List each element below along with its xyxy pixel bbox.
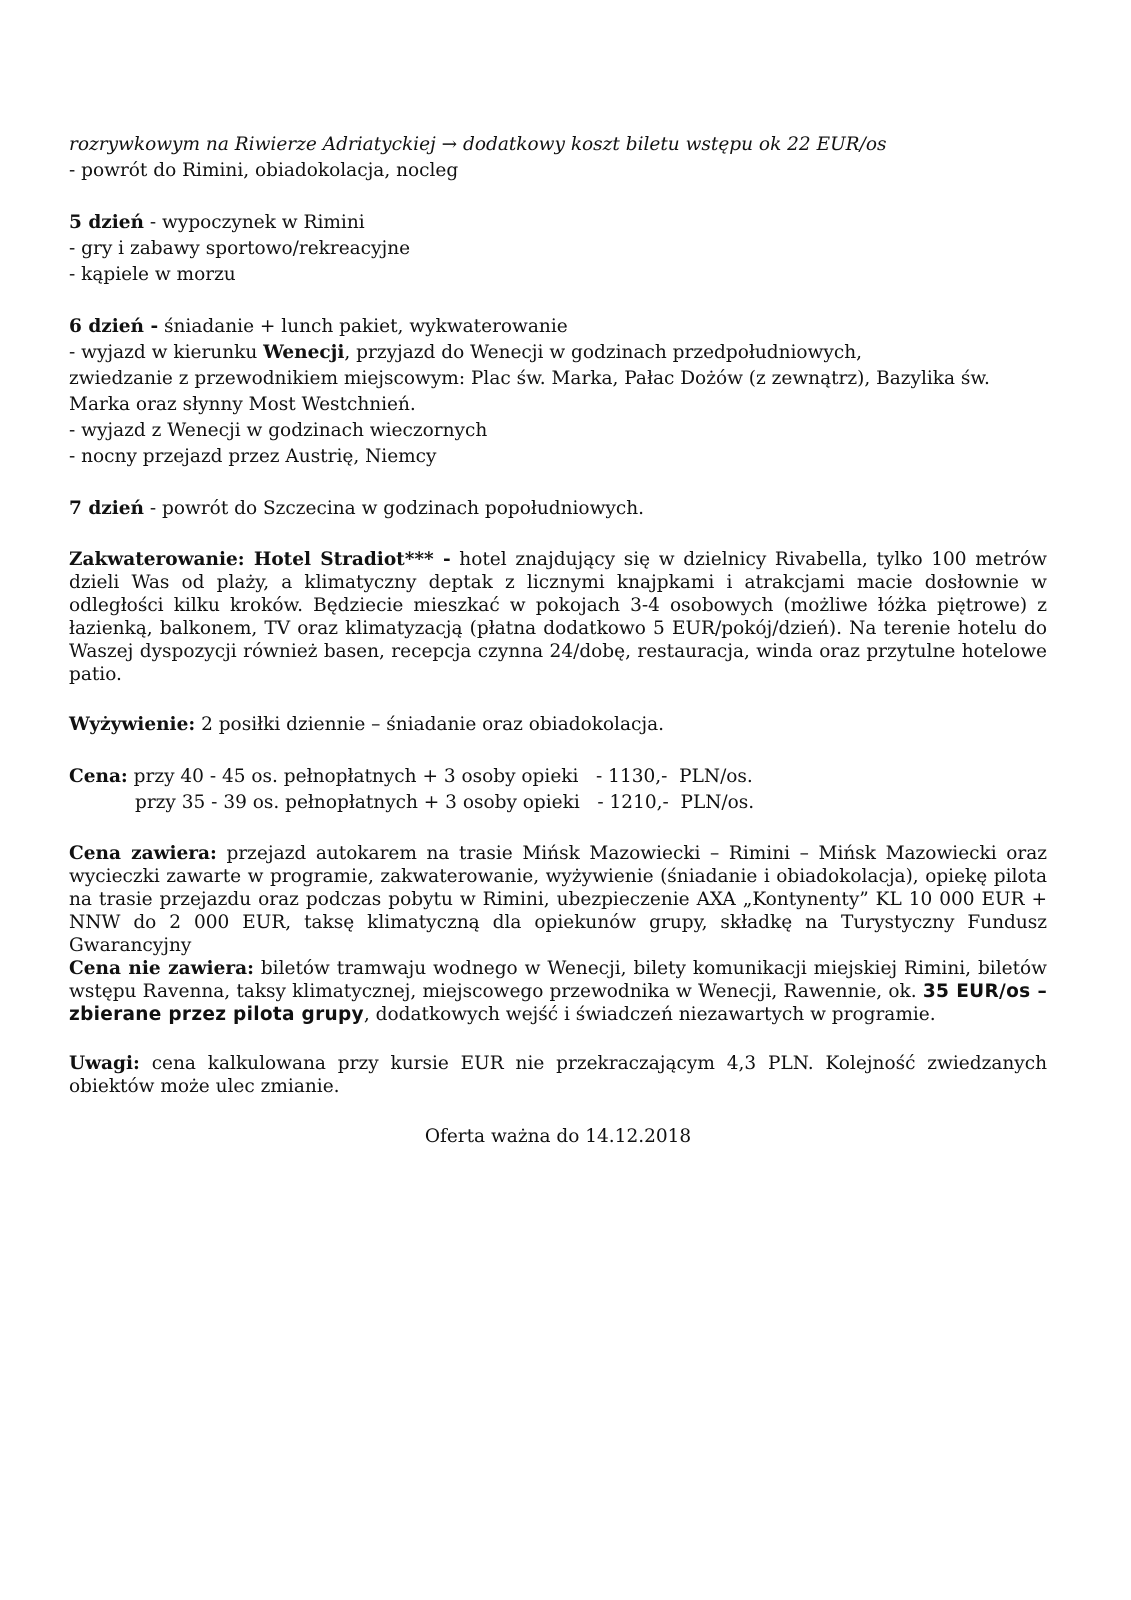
notes-paragraph bbox=[69, 1052, 1047, 1098]
offer-validity: Oferta ważna do 14.12.2018 bbox=[424, 1126, 692, 1147]
day5-item: - kąpiele w morzu bbox=[69, 264, 236, 285]
day5-heading: 5 dzień bbox=[69, 212, 145, 233]
notes-label: Uwagi: bbox=[69, 1053, 140, 1074]
day6-departure-line: - wyjazd z Wenecji w godzinach wieczornych bbox=[69, 420, 488, 441]
excludes-text-2: , dodatkowych wejść i świadczeń niezawartych w programie. bbox=[363, 1004, 936, 1025]
venice-highlight: Wenecji bbox=[263, 342, 345, 363]
includes-text: przejazd autokarem na trasie Mińsk Mazowiecki – Rimini – Mińsk Mazowiecki oraz wycieczki zawarte w programie, zakwaterowanie, wyżywienie (śniadanie i obiadokolacja), opiekę pilota na trasie przejazdu oraz podczas pobytu w Rimini, ubezpieczenie AXA „Kontynenty” KL 10 000 EUR + NNW do 2 000 EUR, taksę klimatyczną dla opiekunów grupy, składkę na Turystyczny Fundusz Gwarancyjny bbox=[69, 843, 1047, 956]
day6-sightseeing-line: zwiedzanie z przewodnikiem miejscowym: Plac św. Marka, Pałac Dożów (z zewnątrz), Bazylika św. bbox=[69, 368, 990, 389]
price-line-1 bbox=[69, 764, 1047, 790]
day6-sightseeing-line-2: Marka oraz słynny Most Westchnień. bbox=[69, 394, 416, 415]
day4-return-line: - powrót do Rimini, obiadokolacja, nocleg bbox=[69, 160, 459, 181]
meals-text: 2 posiłki dziennie – śniadanie oraz obiadokolacja. bbox=[195, 714, 665, 735]
day6-intro: śniadanie + lunch pakiet, wykwaterowanie bbox=[158, 316, 568, 337]
price-includes-paragraph bbox=[69, 842, 1047, 957]
includes-label: Cena zawiera: bbox=[69, 843, 217, 864]
excludes-text: biletów tramwaju wodnego w Wenecji, bilety komunikacji miejskiej Rimini, biletów wstępu Ravenna, taksy klimatycznej, miejscowego przewodnika w Wenecji, Rawennie, ok. bbox=[69, 958, 1048, 1002]
day6-header-line bbox=[69, 314, 1047, 340]
day5-intro: - wypoczynek w Rimini bbox=[144, 212, 365, 233]
price-label: Cena: bbox=[69, 766, 128, 787]
day6-heading: 6 dzień - bbox=[69, 316, 159, 337]
meals-label: Wyżywienie: bbox=[69, 714, 196, 735]
price-excludes-paragraph bbox=[69, 957, 1047, 1026]
day5-header-line bbox=[69, 210, 1047, 236]
day4-continuation-line: rozrywkowym na Riwierze Adriatyckiej → dodatkowy koszt biletu wstępu ok 22 EUR/os bbox=[69, 134, 887, 155]
notes-text: cena kalkulowana przy kursie EUR nie przekraczającym 4,3 PLN. Kolejność zwiedzanych obiektów może ulec zmianie. bbox=[69, 1053, 1047, 1097]
accommodation-paragraph bbox=[69, 548, 1047, 686]
day7-heading: 7 dzień bbox=[69, 498, 145, 519]
day7-line bbox=[69, 496, 1047, 522]
day7-text: - powrót do Szczecina w godzinach popołudniowych. bbox=[144, 498, 645, 519]
price-line-2: przy 35 - 39 os. pełnopłatnych + 3 osoby opieki - 1210,- PLN/os. bbox=[135, 792, 755, 813]
day5-item: - gry i zabawy sportowo/rekreacyjne bbox=[69, 238, 411, 259]
day6-venice-line: - wyjazd w kierunku Wenecji, przyjazd do Wenecji w godzinach przedpołudniowych, bbox=[69, 342, 863, 363]
document-page bbox=[69, 132, 1047, 1150]
price-tier-1: przy 40 - 45 os. pełnopłatnych + 3 osoby opieki - 1130,- PLN/os. bbox=[127, 766, 753, 787]
meals-line bbox=[69, 712, 1047, 738]
accommodation-label: Zakwaterowanie: Hotel Stradiot*** - bbox=[69, 549, 451, 570]
excludes-guide-fee: 35 EUR/os – zbierane przez pilota grupy bbox=[69, 981, 1047, 1025]
excludes-label: Cena nie zawiera: bbox=[69, 958, 254, 979]
accommodation-text: hotel znajdujący się w dzielnicy Rivabella, tylko 100 metrów dzieli Was od plaży, a klimatyczny deptak z licznymi knajpkami i atrakcjami macie dosłownie w odległości kilku kroków. Będziecie mieszkać w pokojach 3-4 osobowych (możliwe łóżka piętrowe) z łazienką, balkonem, TV oraz klimatyzacją (płatna dodatkowo 5 EUR/pokój/dzień). Na terenie hotelu do Waszej dyspozycji również basen, recepcja czynna 24/dobę, restauracja, winda oraz przytulne hotelowe patio. bbox=[69, 549, 1047, 685]
day6-night-transit-line: - nocny przejazd przez Austrię, Niemcy bbox=[69, 446, 437, 467]
